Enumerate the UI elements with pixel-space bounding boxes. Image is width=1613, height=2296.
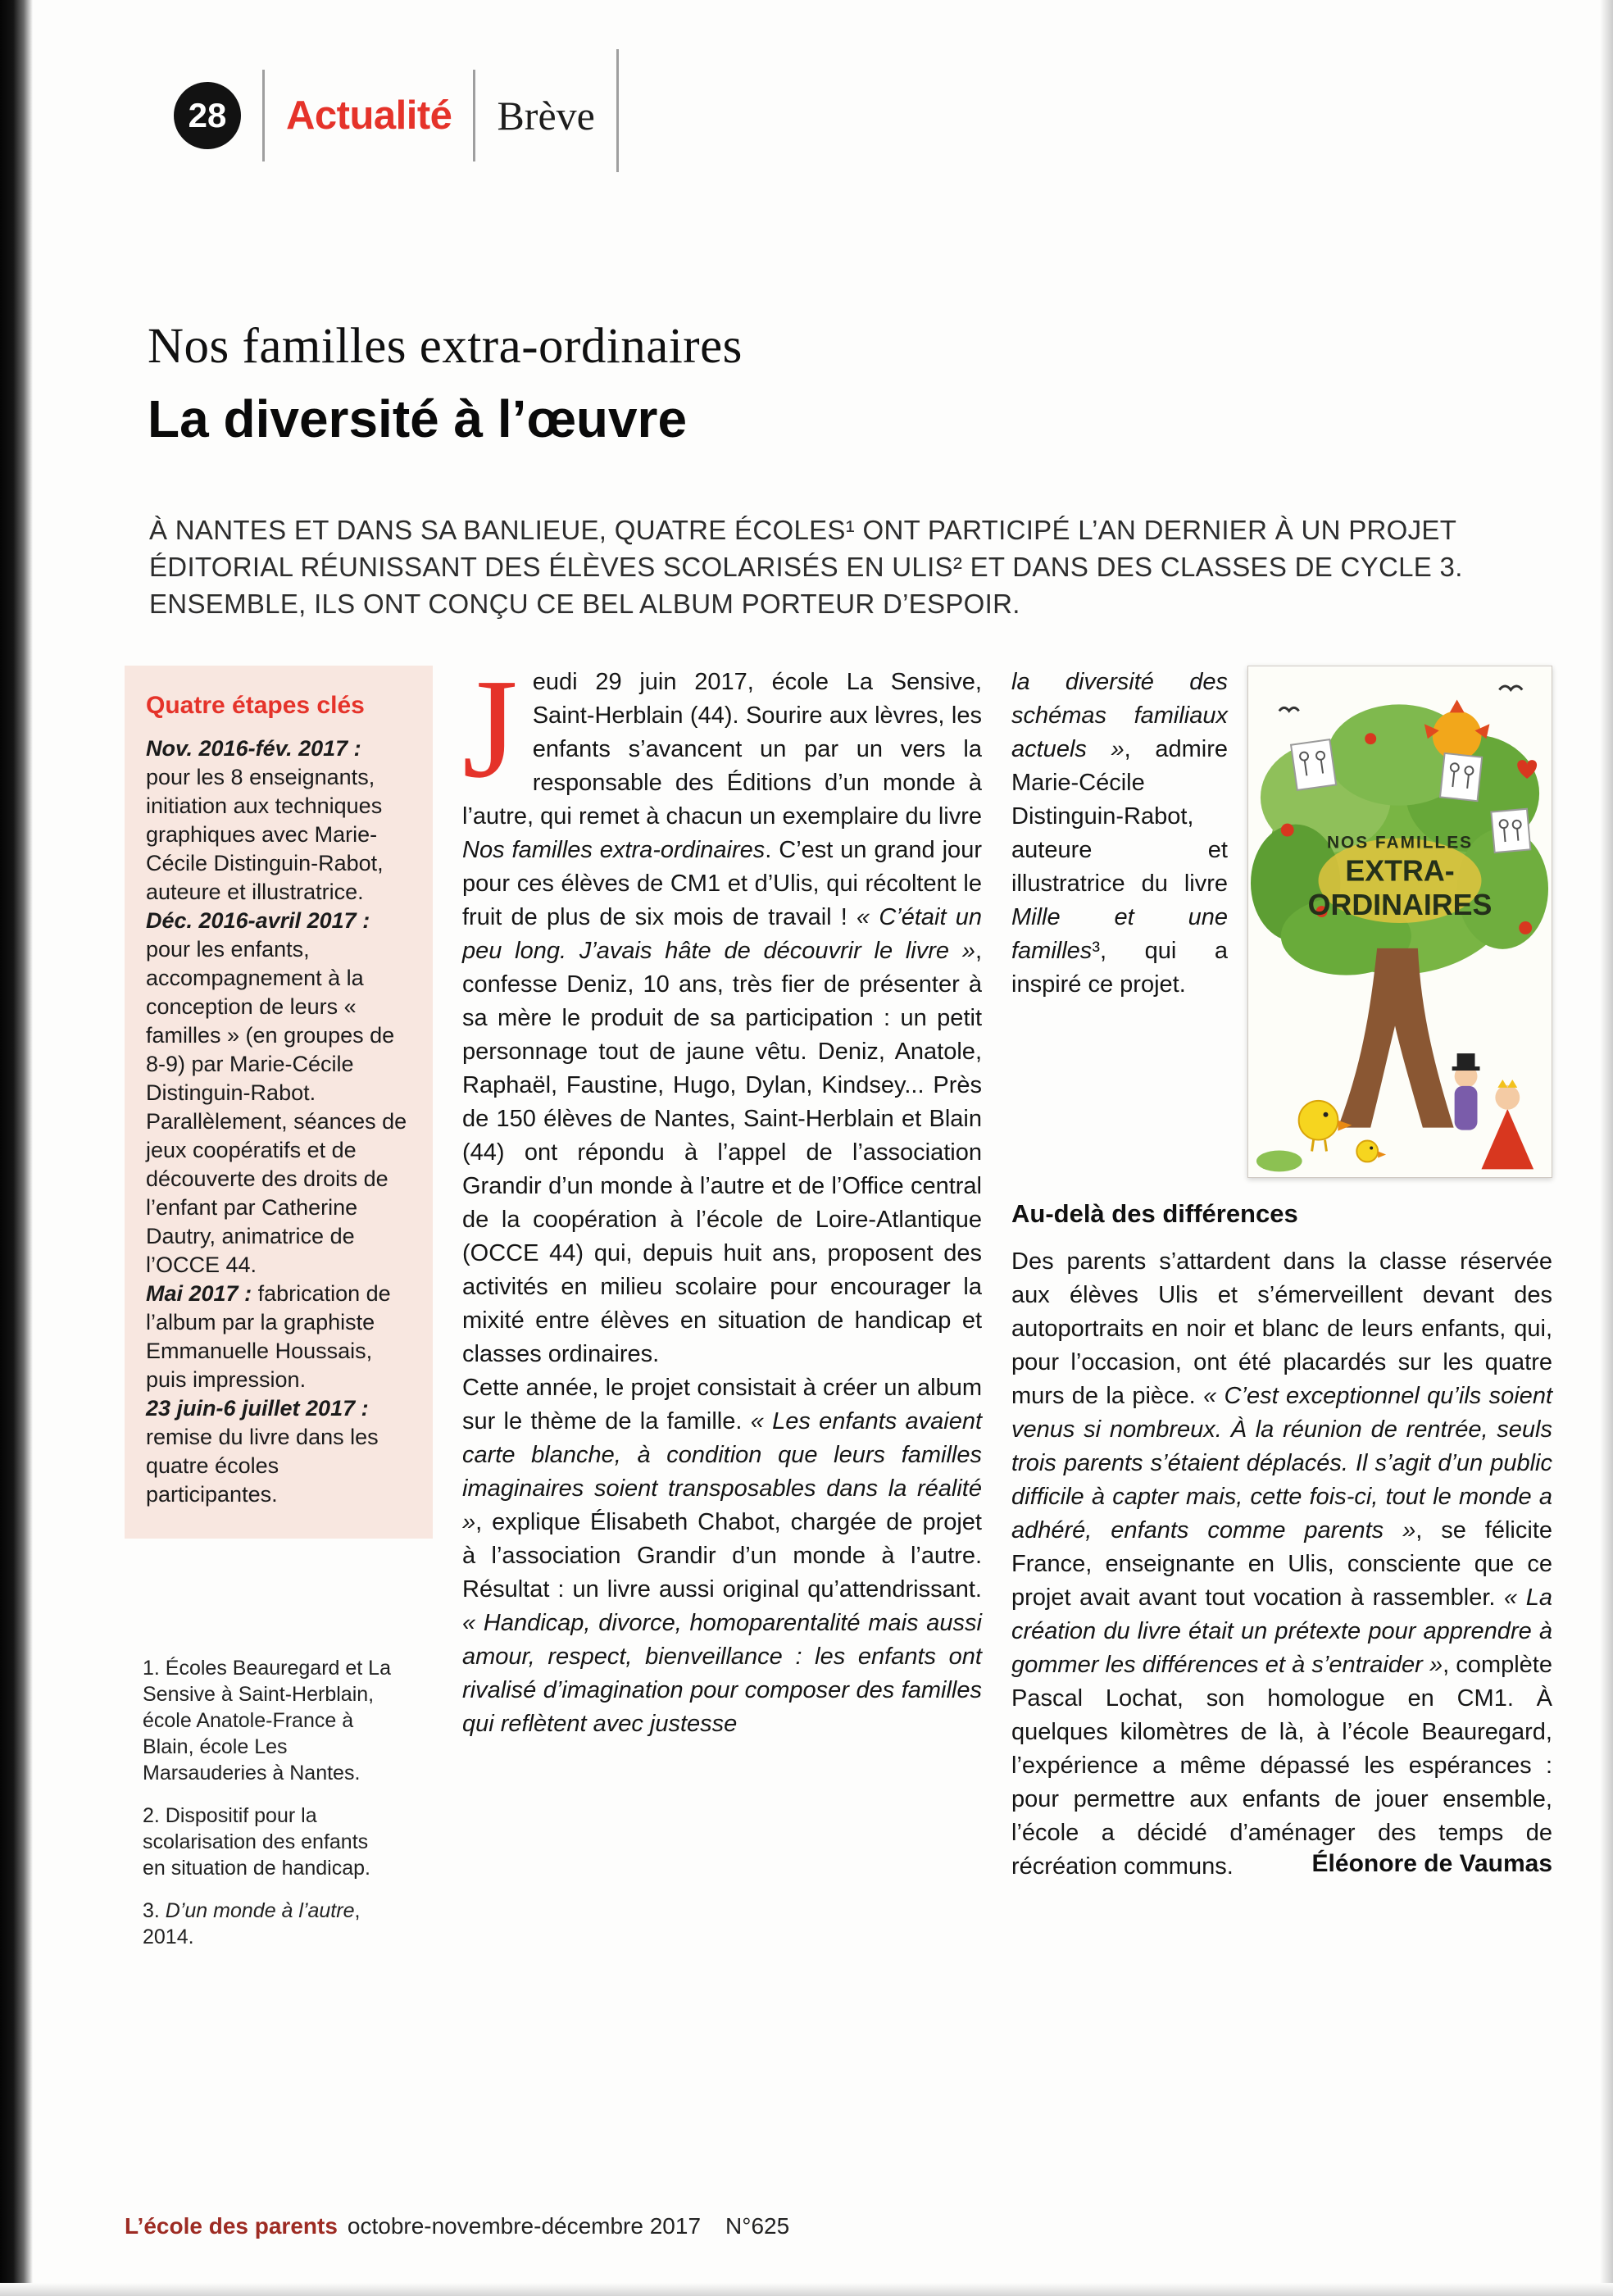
header-divider — [262, 70, 265, 161]
footnote-3: 3. D’un monde à l’autre, 2014. — [143, 1899, 361, 1948]
sidebar-title: Quatre étapes clés — [146, 692, 365, 719]
article-paragraph: Des parents s’attardent dans la classe réservée aux élèves Ulis et s’émerveillent devant des autoportraits en noir et blanc de leurs enfants, qui, pour l’occasion, ont été placardés sur les quatre murs de la pièce. « C’est exceptionnel qu’ils soient venus si nombreux. À la réunion de rentrée, seuls trois parents s’étaient déplacés. Il s’agit d’un public difficile à capter mais, cette fois-ci, tout le monde a adhéré, enfants comme parents », se félicite France, enseignante en Ulis, consciente que ce projet avait avant tout vocation à rassembler. « La création du livre était un prétexte pour apprendre à gommer les différences et à s’entraider », complète Pascal Lochat, son homologue en CM1. À quelques kilomètres de là, à l’école Beauregard, l’expérience a même dépassé les espérances : pour permettre aux enfants de jouer ensemble, l’école a décidé d’aménager des temps de récréation communs. — [1011, 1248, 1553, 1880]
page-number-badge: 28 — [174, 82, 241, 149]
right-column — [1011, 666, 1552, 1966]
article-paragraph — [462, 649, 982, 1371]
header-divider — [616, 49, 619, 172]
issue-number: N°625 — [725, 2213, 790, 2239]
left-column — [125, 666, 433, 1966]
page-title: La diversité à l’œuvre — [148, 389, 688, 448]
book-cover — [1247, 666, 1552, 1178]
cover-title-line1: NOS FAMILLES — [1326, 833, 1474, 852]
page-footer — [125, 2213, 789, 2239]
framed-drawing — [1491, 809, 1530, 852]
drop-cap: J — [462, 649, 518, 807]
scan-edge-left — [0, 0, 33, 2296]
header-divider — [473, 70, 475, 161]
sidebar-entry — [146, 1280, 411, 1394]
scan-edge-right — [1600, 0, 1613, 2296]
footnotes — [125, 1655, 395, 1950]
section-heading: Au-delà des différences — [1011, 1199, 1298, 1228]
section-label: Actualité — [286, 93, 452, 138]
footnote-2: 2. Dispositif pour la scolarisation des enfants en situation de handicap. — [143, 1804, 370, 1880]
issue-date: octobre-novembre-décembre 2017 — [347, 2213, 702, 2239]
article-body — [125, 649, 1553, 1966]
book-cover-illustration — [1248, 666, 1552, 1177]
sidebar-entry — [146, 734, 411, 907]
sidebar-entry-text: pour les enfants, accompagnement à la conception de leurs « familles » (en groupes de 8-9) par Marie-Cécile Distinguin-Rabot. Parallèlement, séances de jeux coopératifs et de découverte des droits de l’enfant par Catherine Dautry, animatrice de l’OCCE 44. — [146, 937, 407, 1277]
byline: Éléonore de Vaumas — [1311, 1850, 1552, 1877]
rubric-label: Brève — [497, 93, 595, 139]
middle-column — [462, 649, 983, 1966]
title-block — [148, 318, 743, 449]
sidebar-entry-text: pour les 8 enseignants, initiation aux techniques graphiques avec Marie-Cécile Distinguin-Rabot, auteure et illustratrice. — [146, 765, 384, 904]
article-paragraph: Cette année, le projet consistait à créer un album sur le thème de la famille. « Les enfants avaient carte blanche, à condition que leurs familles imaginaires soient transposables dans la réalité », explique Élisabeth Chabot, chargée de projet à l’association Grandir d’un monde à l’autre. Résultat : un livre aussi original qu’attendrissant. « Handicap, divorce, homoparentalité mais aussi amour, respect, bienveillance : les enfants ont rivalisé d’imagination pour composer des familles qui reflètent avec justesse — [462, 1375, 983, 1737]
framed-drawing — [1440, 753, 1482, 801]
sidebar-entry-text: remise du livre dans les quatre écoles participantes. — [146, 1425, 379, 1507]
cover-title-line3: ORDINAIRES — [1307, 889, 1493, 922]
scan-edge-bottom — [0, 2283, 1613, 2296]
framed-drawing — [1291, 739, 1336, 790]
sidebar-entry — [146, 1394, 411, 1509]
standfirst: À NANTES ET DANS SA BANLIEUE, QUATRE ÉCOLES¹ ONT PARTICIPÉ L’AN DERNIER À UN PROJET ÉDITORIAL RÉUNISSANT DES ÉLÈVES SCOLARISÉS EN ULIS² ET DANS DES CLASSES DE CYCLE 3. ENSEMBLE, ILS ONT CONÇU CE BEL ALBUM PORTEUR D’ESPOIR. — [149, 515, 1463, 619]
page-header — [174, 59, 640, 172]
paragraph-text: eudi 29 juin 2017, école La Sensive, Saint-Herblain (44). Sourire aux lèvres, les enfants s’avancent un par un vers la responsable des Éditions d’un monde à l’autre, qui remet à chacun un exemplaire du livre Nos familles extra-ordinaires. C’est un grand jour pour ces élèves de CM1 et d’Ulis, qui récoltent le fruit de plus de six mois de travail ! « C’était un peu long. J’avais hâte de découvrir le livre », confesse Deniz, 10 ans, très fier de présenter à sa mère le produit de sa participation : un petit personnage tout de jaune vêtu. Deniz, Anatole, Raphaël, Faustine, Hugo, Dylan, Kindsey... Près de 150 élèves de Nantes, Saint-Herblain et Blain (44) ont répondu à l’appel de l’association Grandir d’un monde à l’autre et de l’Office central de la coopération à l’école de Loire-Atlantique (OCCE 44) qui, depuis huit ans, proposent des activités en milieu scolaire pour encourager la mixité entre élèves en situation de handicap et classes ordinaires. — [462, 669, 982, 1367]
sidebar-entry-date: Mai 2017 : — [146, 1281, 258, 1306]
footnote-1: 1. Écoles Beauregard et La Sensive à Saint-Herblain, école Anatole-France à Blain, école Les Marsauderies à Nantes. — [143, 1657, 391, 1785]
article-paragraph: la diversité des schémas familiaux actuels », admire Marie-Cécile Distinguin-Rabot, auteure et illustratrice du livre Mille et une familles³, qui a inspiré ce projet. — [1011, 669, 1228, 998]
bush — [1256, 1150, 1302, 1171]
cover-title-line2: EXTRA- — [1345, 854, 1455, 888]
sidebar-entry — [146, 907, 411, 1280]
sidebar-entry-text: fabrication de l’album par la graphiste Emmanuelle Houssais, puis impression. — [146, 1281, 391, 1392]
sidebar-box — [125, 666, 433, 1539]
sidebar-entry-date: Nov. 2016-fév. 2017 : — [146, 736, 361, 761]
article-kicker: Nos familles extra-ordinaires — [148, 319, 743, 374]
sidebar-entry-date: Déc. 2016-avril 2017 : — [146, 908, 370, 933]
magazine-name: L’école des parents — [125, 2213, 338, 2239]
sidebar-entry-date: 23 juin-6 juillet 2017 : — [146, 1396, 369, 1421]
